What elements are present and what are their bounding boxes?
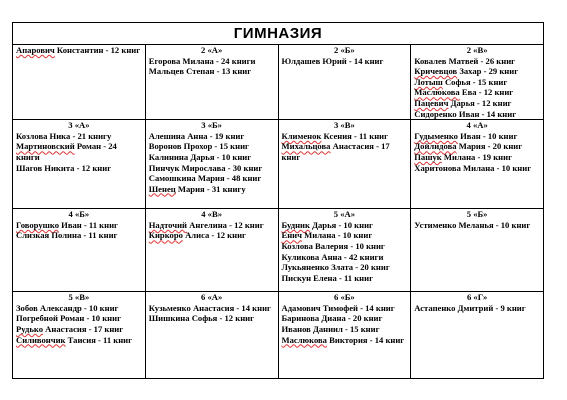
book-count: Дарья - 10 книг xyxy=(309,219,373,230)
student-name: Шенец xyxy=(148,183,176,194)
table-row xyxy=(13,120,544,209)
student-name: Енич xyxy=(281,230,302,241)
student-entry xyxy=(282,241,408,252)
class-cell xyxy=(145,209,278,292)
student-name: Самошкина Мария - 48 книг xyxy=(148,173,262,184)
book-count: Алиса - 12 книг xyxy=(182,230,246,241)
class-label: 2 «Б» xyxy=(334,45,355,55)
student-name: Калинина Дарья - 10 книг xyxy=(148,151,252,162)
class-label: 2 «А» xyxy=(201,45,223,55)
student-entry xyxy=(16,230,142,241)
student-name: Пискун Елена - 11 книг xyxy=(281,272,373,283)
student-entry xyxy=(149,173,275,184)
book-count: Иван - 11 книг xyxy=(59,219,118,230)
student-entry xyxy=(16,45,142,56)
student-name: Маслюкова xyxy=(414,87,460,98)
student-name: Гудыменко xyxy=(414,130,458,141)
student-entry xyxy=(414,66,540,77)
class-cell xyxy=(411,292,544,379)
student-entry xyxy=(414,220,540,231)
student-name: Иванов Даниил - 15 книг xyxy=(281,323,380,334)
student-entry xyxy=(414,152,540,163)
class-label: 6 «А» xyxy=(201,292,223,303)
class-label: 4 «Б» xyxy=(68,209,90,220)
page-title: ГИМНАЗИЯ xyxy=(12,22,544,44)
student-name: Харитонова Милана - 10 книг xyxy=(414,162,532,173)
book-count: Милана - 10 книг xyxy=(301,230,373,241)
student-entry xyxy=(149,66,275,77)
book-count: Ангелина - 12 книг xyxy=(187,219,264,230)
student-entry xyxy=(414,98,540,109)
class-label: 6 «Б» xyxy=(334,292,355,303)
class-label: 6 «Г» xyxy=(466,292,488,303)
student-name: Воронов Прохор - 15 книг xyxy=(148,141,249,152)
student-name: Мартиновский xyxy=(16,141,75,152)
student-entry xyxy=(414,77,540,88)
table-row xyxy=(13,292,544,379)
class-label: 5 «Б» xyxy=(466,209,488,220)
student-entry xyxy=(16,313,142,324)
student-name: Михальцова xyxy=(281,141,331,152)
book-count: Мария - 20 книг xyxy=(456,141,523,152)
student-entry xyxy=(149,163,275,174)
student-name: Маслюкова xyxy=(281,334,327,345)
student-entry xyxy=(414,87,540,98)
class-label: 3 «В» xyxy=(333,120,355,131)
student-entry xyxy=(16,335,142,346)
class-cell xyxy=(145,45,278,120)
books-table-body xyxy=(13,45,544,379)
student-name: Устименко Меланья - 10 книг xyxy=(414,219,531,230)
book-count: Виктория - 14 книг xyxy=(326,334,405,345)
student-entry xyxy=(282,324,408,335)
student-name: Козлова Ника - 21 книгу xyxy=(16,130,112,141)
gymnasium-sheet xyxy=(12,22,544,379)
student-entry xyxy=(16,220,142,231)
book-count: Иван - 10 книг xyxy=(457,130,518,141)
book-count: Софья - 15 книг xyxy=(442,76,508,87)
student-name: Юлдашев Юрий - 14 книг xyxy=(281,55,384,66)
class-cell xyxy=(278,209,411,292)
student-name: Алешина Анна - 19 книг xyxy=(148,130,245,141)
student-name: Кузьменко Анастасия - 14 книг xyxy=(148,302,271,313)
class-label: 5 «А» xyxy=(333,209,355,220)
class-label: 5 «В» xyxy=(68,292,90,303)
book-count: Роман - 24 книги xyxy=(16,141,117,162)
student-entry xyxy=(282,262,408,273)
student-name: Козлова Валерия - 10 книг xyxy=(281,240,385,251)
book-count: Анастасия - 17 книг xyxy=(43,323,124,334)
student-entry xyxy=(149,303,275,314)
student-name: Говорушко xyxy=(16,219,60,230)
student-entry xyxy=(149,56,275,67)
student-name: Будник xyxy=(281,219,310,230)
student-entry xyxy=(149,220,275,231)
student-entry xyxy=(282,313,408,324)
student-entry xyxy=(282,230,408,241)
student-entry xyxy=(149,131,275,142)
class-cell xyxy=(411,209,544,292)
class-cell xyxy=(13,209,146,292)
student-entry xyxy=(282,335,408,346)
student-entry xyxy=(16,131,142,142)
student-entry xyxy=(282,220,408,231)
class-label: 3 «Б» xyxy=(201,120,222,131)
class-cell xyxy=(411,120,544,209)
student-name: Куликова Анна - 42 книги xyxy=(281,251,384,262)
class-label: 3 «А» xyxy=(68,120,90,131)
class-cell xyxy=(411,45,544,120)
class-cell xyxy=(13,292,146,379)
student-entry xyxy=(149,141,275,152)
table-row xyxy=(13,209,544,292)
student-name: Адамович Тимофей - 14 книг xyxy=(281,302,395,313)
student-entry xyxy=(414,303,540,314)
student-entry xyxy=(16,141,142,162)
student-name: Лукьяненко Злата - 20 книг xyxy=(281,262,390,273)
student-entry xyxy=(282,131,408,142)
student-entry xyxy=(16,303,142,314)
student-name: Шишкина Софья - 12 книг xyxy=(148,313,254,324)
class-cell xyxy=(278,45,411,120)
student-entry xyxy=(16,163,142,174)
student-name: Кричевцов xyxy=(414,66,458,77)
student-entry xyxy=(414,163,540,174)
student-name: Баринова Диана - 20 книг xyxy=(281,313,383,324)
student-name: Сидоренко Иван - 14 книг xyxy=(414,108,517,119)
book-count: Константин - 12 книг xyxy=(54,45,141,55)
book-count: Ева - 12 книг xyxy=(459,87,514,98)
student-entry xyxy=(414,131,540,142)
student-entry xyxy=(414,109,540,120)
student-entry xyxy=(282,56,408,67)
class-cell xyxy=(145,120,278,209)
student-name: Рудько xyxy=(16,323,44,334)
class-cell xyxy=(278,292,411,379)
student-entry xyxy=(282,303,408,314)
books-table xyxy=(12,44,544,379)
class-cell xyxy=(13,120,146,209)
book-count: Ксения - 11 книг xyxy=(321,130,389,141)
student-name: Мальцев Степан - 13 книг xyxy=(148,66,252,77)
student-entry xyxy=(282,252,408,263)
student-entry xyxy=(16,324,142,335)
student-name: Апарович xyxy=(16,45,55,55)
book-count: Анастасия - 17 книг xyxy=(281,141,390,162)
student-name: Пацевич xyxy=(414,97,449,108)
student-entry xyxy=(414,56,540,67)
student-name: Егорова Милана - 24 книги xyxy=(148,55,256,66)
student-entry xyxy=(149,184,275,195)
book-count: Милана - 19 книг xyxy=(441,151,512,162)
student-name: Клименок xyxy=(281,130,322,141)
student-entry xyxy=(282,273,408,284)
student-name: Шагов Никита - 12 книг xyxy=(16,162,112,173)
student-entry xyxy=(282,141,408,162)
student-entry xyxy=(149,230,275,241)
student-name: Пашук xyxy=(414,151,442,162)
student-name: Лотыш xyxy=(414,76,443,87)
book-count: Мария - 31 книгу xyxy=(175,183,246,194)
student-entry xyxy=(149,152,275,163)
student-name: Ковалев Матвей - 26 книг xyxy=(414,55,516,66)
class-label: 4 «А» xyxy=(466,120,488,131)
table-row xyxy=(13,45,544,120)
student-name: Пинчук Мирослава - 30 книг xyxy=(148,162,263,173)
student-entry xyxy=(149,313,275,324)
student-entry xyxy=(414,141,540,152)
book-count: Таисия - 11 книг xyxy=(65,334,133,345)
class-cell xyxy=(145,292,278,379)
class-cell xyxy=(13,45,146,120)
student-name: Астапенко Дмитрий - 9 книг xyxy=(414,302,526,313)
class-cell xyxy=(278,120,411,209)
class-label: 2 «В» xyxy=(466,45,488,55)
book-count: Захар - 29 книг xyxy=(457,66,519,77)
class-label: 4 «В» xyxy=(201,209,223,220)
student-name: Погребной Роман - 10 книг xyxy=(16,313,121,324)
student-name: Силивончик xyxy=(16,334,66,345)
student-name: Зобов Александр - 10 книг xyxy=(16,302,119,313)
student-name: Дойлидова xyxy=(414,141,457,152)
student-name: Киркоро xyxy=(148,230,183,241)
student-name: Надточий xyxy=(148,219,188,230)
student-name: Слизкая Полина - 11 книг xyxy=(16,230,118,241)
book-count: Дарья - 12 книг xyxy=(448,97,512,108)
